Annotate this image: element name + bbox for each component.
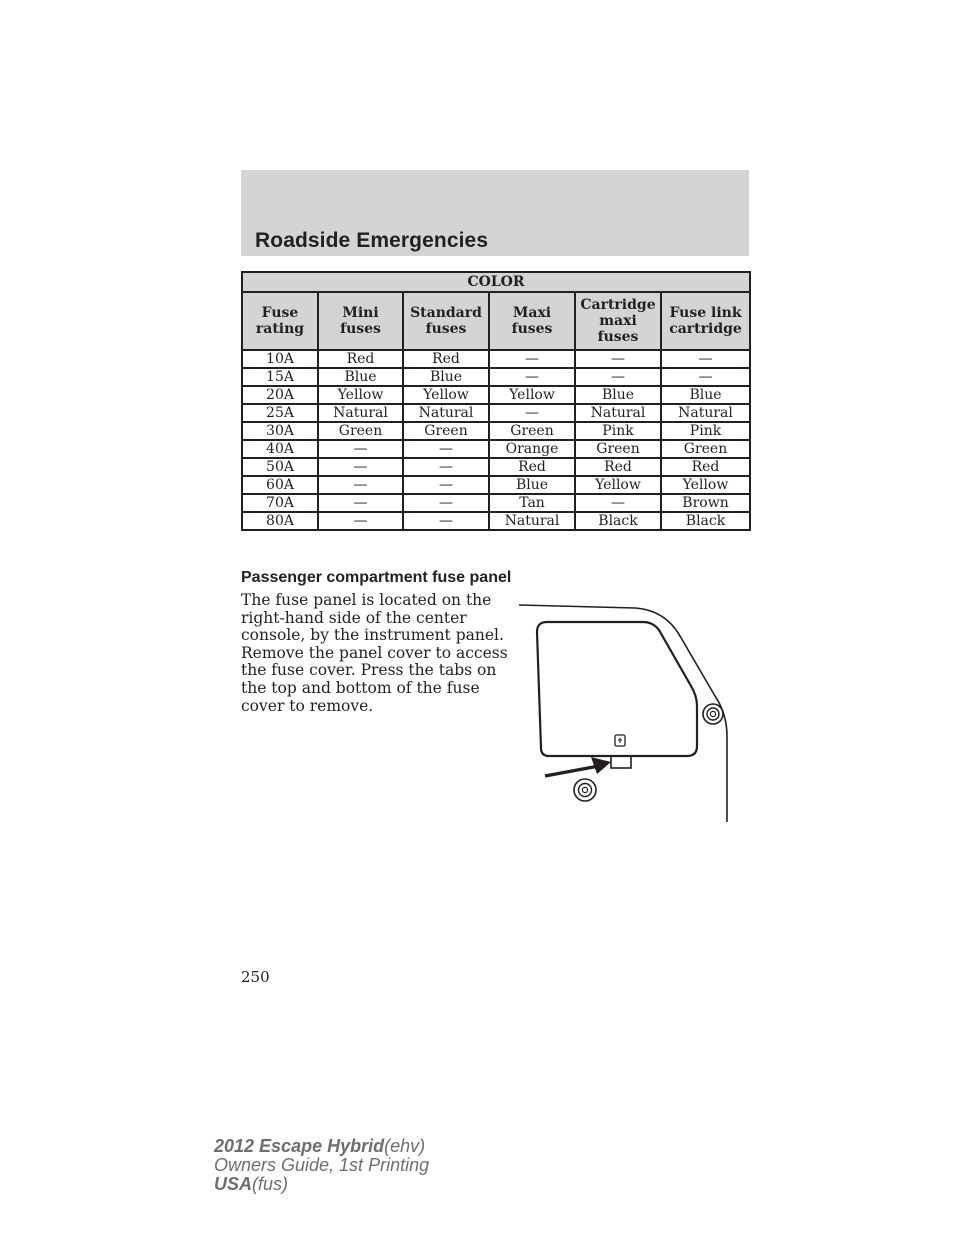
fuse-color-cell: Tan	[489, 494, 575, 512]
fuse-color-cell: Red	[403, 350, 489, 368]
fuse-color-cell: Red	[575, 458, 661, 476]
column-header: Cartridge maxi fuses	[575, 292, 661, 350]
footer-line-3	[214, 1175, 429, 1194]
fuse-color-cell: —	[403, 494, 489, 512]
fuse-rating-cell: 70A	[242, 494, 318, 512]
table-row	[242, 368, 750, 386]
fuse-color-table	[241, 271, 751, 531]
fuse-color-cell: Blue	[403, 368, 489, 386]
column-header: Mini fuses	[318, 292, 403, 350]
fuse-color-cell: Natural	[575, 404, 661, 422]
fuse-color-cell: Yellow	[489, 386, 575, 404]
footer-market-code: (fus)	[252, 1174, 289, 1194]
fuse-color-cell: Black	[661, 512, 750, 530]
fuse-color-cell: Red	[661, 458, 750, 476]
fuse-rating-cell: 25A	[242, 404, 318, 422]
fuse-color-cell: Yellow	[318, 386, 403, 404]
fuse-color-cell: —	[403, 512, 489, 530]
fuse-rating-cell: 20A	[242, 386, 318, 404]
table-body	[242, 350, 750, 530]
fuse-color-cell: Blue	[575, 386, 661, 404]
table-row	[242, 512, 750, 530]
fuse-color-cell: —	[661, 368, 750, 386]
fuse-color-cell: Yellow	[661, 476, 750, 494]
fuse-color-cell: —	[318, 440, 403, 458]
fuse-color-cell: Brown	[661, 494, 750, 512]
fuse-color-cell: —	[661, 350, 750, 368]
table-header-row	[242, 292, 750, 350]
fuse-color-cell: Black	[575, 512, 661, 530]
fuse-color-cell: —	[318, 458, 403, 476]
fuse-color-cell: Blue	[318, 368, 403, 386]
fuse-color-cell: Red	[489, 458, 575, 476]
fuse-color-cell: Green	[318, 422, 403, 440]
fuse-color-cell: Natural	[661, 404, 750, 422]
fuse-color-cell: —	[575, 368, 661, 386]
fuse-color-cell: —	[403, 440, 489, 458]
fuse-rating-cell: 30A	[242, 422, 318, 440]
fuse-color-cell: —	[489, 368, 575, 386]
fuse-color-cell: —	[318, 512, 403, 530]
fuse-color-cell: —	[403, 476, 489, 494]
fuse-color-cell: —	[575, 494, 661, 512]
footer-model-code: (ehv)	[384, 1136, 426, 1156]
table-row	[242, 458, 750, 476]
fuse-color-cell: Red	[318, 350, 403, 368]
fuse-rating-cell: 15A	[242, 368, 318, 386]
fuse-rating-cell: 40A	[242, 440, 318, 458]
fuse-rating-cell: 50A	[242, 458, 318, 476]
fuse-color-cell: —	[489, 350, 575, 368]
document-footer	[214, 1137, 429, 1194]
column-header: Fuse link cartridge	[661, 292, 750, 350]
fuse-color-cell: Green	[575, 440, 661, 458]
fuse-color-cell: —	[489, 404, 575, 422]
table-row	[242, 494, 750, 512]
fuse-color-cell: Green	[489, 422, 575, 440]
section-title: Roadside Emergencies	[255, 229, 489, 252]
column-header: Standard fuses	[403, 292, 489, 350]
fuse-rating-cell: 60A	[242, 476, 318, 494]
table-row	[242, 386, 750, 404]
fuse-color-cell: —	[318, 494, 403, 512]
fuse-color-cell: Blue	[489, 476, 575, 494]
footer-line-1	[214, 1137, 429, 1156]
fuse-color-cell: Orange	[489, 440, 575, 458]
table-row	[242, 350, 750, 368]
column-header: Fuse rating	[242, 292, 318, 350]
table-row	[242, 440, 750, 458]
page-number: 250	[241, 968, 270, 986]
fuse-color-cell: Yellow	[575, 476, 661, 494]
footer-market: USA	[214, 1174, 253, 1194]
fuse-color-cell: Natural	[403, 404, 489, 422]
fuse-panel-cover-diagram-icon	[515, 596, 749, 822]
fuse-color-cell: Pink	[661, 422, 750, 440]
table-row	[242, 404, 750, 422]
fuse-color-cell: —	[575, 350, 661, 368]
fuse-rating-cell: 10A	[242, 350, 318, 368]
fuse-color-cell: Green	[661, 440, 750, 458]
fuse-color-cell: Green	[403, 422, 489, 440]
table-row	[242, 476, 750, 494]
fuse-color-cell: Natural	[318, 404, 403, 422]
fuse-color-cell: —	[318, 476, 403, 494]
table-row	[242, 422, 750, 440]
fuse-panel-figure	[515, 596, 749, 822]
table-title: COLOR	[242, 272, 750, 292]
column-header: Maxi fuses	[489, 292, 575, 350]
passenger-fuse-panel-text: The fuse panel is located on the right-hand side of the center console, by the instrument panel. Remove the panel cover to access the fuse cover. Press the tabs on the top and bottom of the fuse cover to remove.	[241, 591, 508, 715]
fuse-color-cell: Blue	[661, 386, 750, 404]
fuse-color-cell: —	[403, 458, 489, 476]
footer-model: 2012 Escape Hybrid	[214, 1136, 385, 1156]
passenger-fuse-panel-heading: Passenger compartment fuse panel	[241, 569, 512, 586]
fuse-color-cell: Pink	[575, 422, 661, 440]
footer-line-2: Owners Guide, 1st Printing	[214, 1155, 430, 1175]
fuse-color-cell: Yellow	[403, 386, 489, 404]
fuse-rating-cell: 80A	[242, 512, 318, 530]
fuse-color-cell: Natural	[489, 512, 575, 530]
